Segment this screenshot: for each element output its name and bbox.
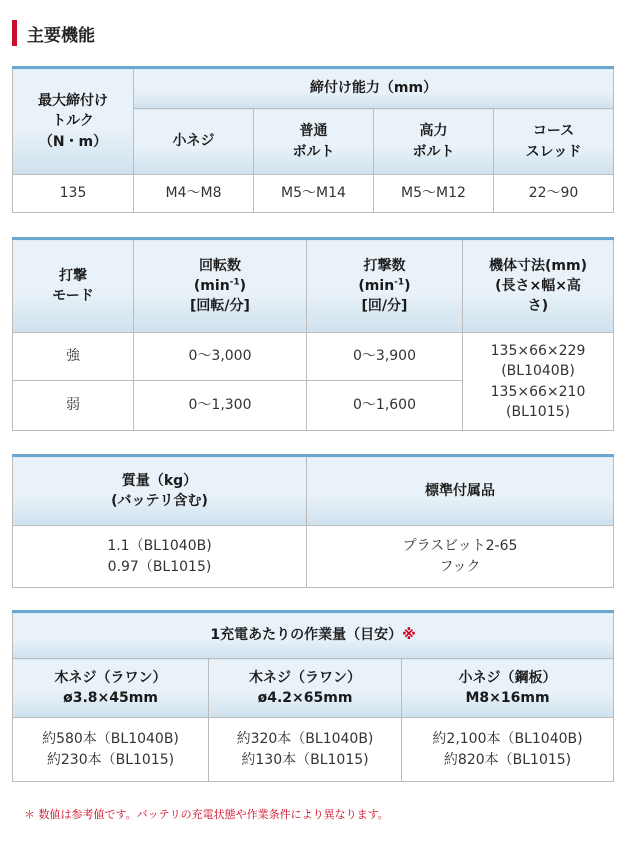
- weight-header: 質量（kg） (バッテリ含む): [13, 456, 307, 526]
- torque-header: 最大締付け トルク （N・m）: [13, 68, 134, 175]
- rpm-strong: 0〜3,000: [134, 333, 307, 381]
- workload-header: 1充電あたりの作業量（目安）※: [13, 612, 614, 659]
- note-mark: ※: [402, 627, 416, 644]
- spec-table-torque: [12, 66, 614, 213]
- accessories-values: プラスビット2-65 フック: [307, 526, 614, 588]
- spec-table-speed: [12, 237, 614, 431]
- capacity-header: 締付け能力（mm）: [134, 68, 614, 109]
- coarse-thread-value: 22〜90: [494, 175, 614, 213]
- coarse-thread-header: コース スレッド: [494, 109, 614, 175]
- ipm-header: 打撃数 $(\min^{-1})$ [回/分]: [307, 239, 463, 333]
- ipm-strong: 0〜3,900: [307, 333, 463, 381]
- dimension-values: 135×66×229 (BL1040B) 135×66×210 (BL1015): [463, 333, 614, 431]
- torque-value: 135: [13, 175, 134, 213]
- spec-table-workload: [12, 610, 614, 782]
- section-title-text: 主要機能: [27, 25, 95, 46]
- machine-screw-values: 約2,100本（BL1040B) 約820本（BL1015): [402, 718, 614, 782]
- small-screw-header: 小ネジ: [134, 109, 254, 175]
- high-tension-bolt-value: M5〜M12: [374, 175, 494, 213]
- section-title: [12, 20, 95, 46]
- wood-screw-42-values: 約320本（BL1040B) 約130本（BL1015): [209, 718, 402, 782]
- mode-weak: 弱: [13, 381, 134, 431]
- rpm-weak: 0〜1,300: [134, 381, 307, 431]
- wood-screw-38-header: 木ネジ（ラワン） ø3.8×45mm: [13, 659, 209, 718]
- high-tension-bolt-header: 高力 ボルト: [374, 109, 494, 175]
- mode-strong: 強: [13, 333, 134, 381]
- standard-bolt-header: 普通 ボルト: [254, 109, 374, 175]
- wood-screw-38-values: 約580本（BL1040B) 約230本（BL1015): [13, 718, 209, 782]
- weight-values: 1.1（BL1040B) 0.97（BL1015): [13, 526, 307, 588]
- ipm-weak: 0〜1,600: [307, 381, 463, 431]
- title-accent-bar: [12, 20, 17, 46]
- small-screw-value: M4〜M8: [134, 175, 254, 213]
- dimension-header: 機体寸法(mm) (長さ×幅×高 さ): [463, 239, 614, 333]
- machine-screw-header: 小ネジ（鋼板） M8×16mm: [402, 659, 614, 718]
- rpm-header: 回転数 $(\min^{-1})$ [回転/分]: [134, 239, 307, 333]
- wood-screw-42-header: 木ネジ（ラワン） ø4.2×65mm: [209, 659, 402, 718]
- footnote: ＊ 数値は参考値です。バッテリの充電状態や作業条件により異なります。: [24, 808, 389, 821]
- spec-table-weight: [12, 454, 614, 588]
- mode-header: 打撃 モード: [13, 239, 134, 333]
- accessories-header: 標準付属品: [307, 456, 614, 526]
- standard-bolt-value: M5〜M14: [254, 175, 374, 213]
